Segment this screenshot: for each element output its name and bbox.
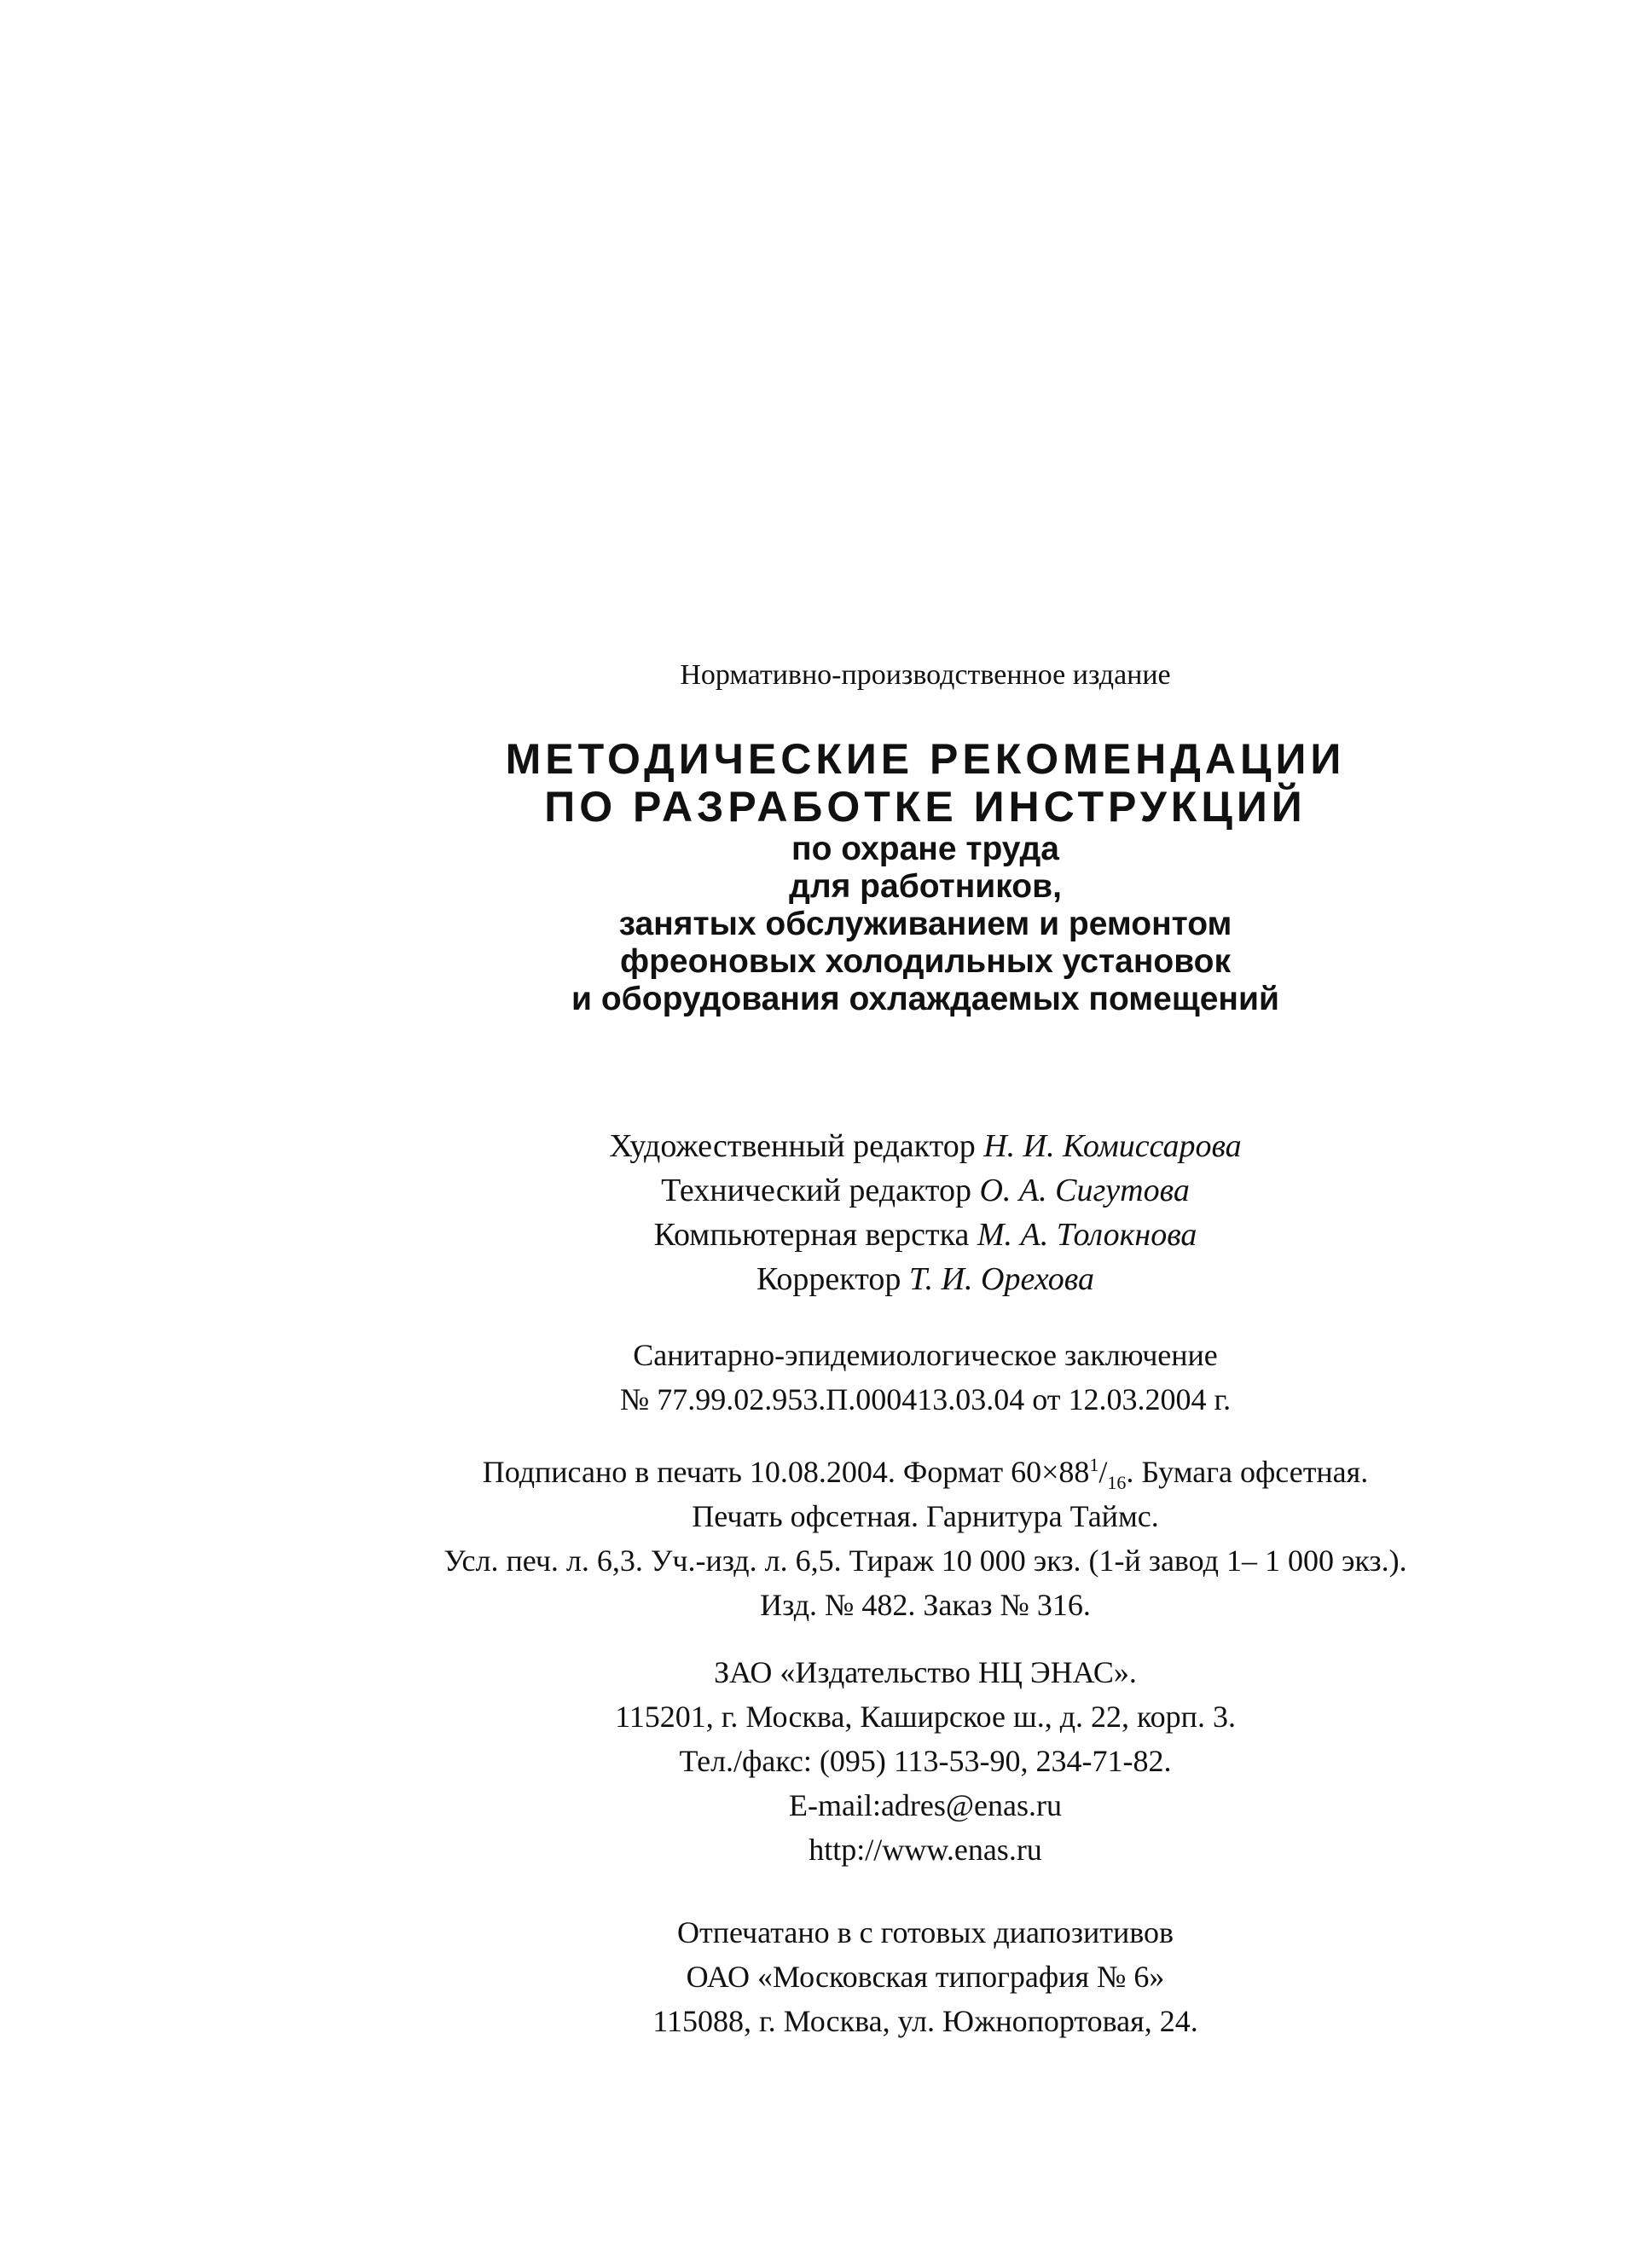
staff-line xyxy=(375,1168,1475,1213)
staff-line xyxy=(375,1213,1475,1257)
staff-role: Корректор xyxy=(756,1261,901,1297)
publisher-line: Тел./факс: (095) 113-53-90, 234-71-82. xyxy=(679,1744,1172,1778)
title-main-line: ПО РАЗРАБОТКЕ ИНСТРУКЦИЙ xyxy=(544,783,1307,831)
publisher-line: ЗАО «Издательство НЦ ЭНАС». xyxy=(714,1655,1137,1689)
staff-name: О. А. Сигутова xyxy=(979,1173,1190,1208)
title-sub-line: и оборудования охлаждаемых помещений xyxy=(571,981,1279,1017)
staff-credits xyxy=(375,1124,1475,1301)
printer-line: ОАО «Московская типография № 6» xyxy=(686,1960,1165,1994)
format-slash: / xyxy=(1098,1455,1108,1489)
staff-name: Т. И. Орехова xyxy=(908,1261,1095,1297)
print-info-line: Печать офсетная. Гарнитура Таймс. xyxy=(692,1499,1159,1533)
print-signed-line xyxy=(375,1450,1475,1494)
publisher-email: E-mail:adres@enas.ru xyxy=(788,1788,1063,1822)
format-subscript: 16 xyxy=(1107,1472,1127,1494)
title-main-line: МЕТОДИЧЕСКИЕ РЕКОМЕНДАЦИИ xyxy=(505,735,1346,783)
print-info xyxy=(375,1450,1475,1627)
publisher-line: 115201, г. Москва, Каширское ш., д. 22, корп. 3. xyxy=(615,1700,1236,1734)
staff-role: Технический редактор xyxy=(661,1173,971,1208)
staff-name: Н. И. Комиссарова xyxy=(983,1128,1242,1164)
publisher-website: http://www.enas.ru xyxy=(809,1833,1042,1867)
staff-name: М. А. Толокнова xyxy=(977,1217,1197,1253)
print-info-line: Усл. печ. л. 6,3. Уч.-изд. л. 6,5. Тираж 10 000 экз. (1-й завод 1– 1 000 экз.). xyxy=(443,1544,1407,1578)
title-sub-line: для работников, xyxy=(789,868,1062,905)
printer-info xyxy=(375,1910,1475,2043)
staff-role: Компьютерная верстка xyxy=(653,1217,970,1253)
format-superscript: 1 xyxy=(1089,1454,1099,1475)
sanitary-line: № 77.99.02.953.П.000413.03.04 от 12.03.2004 г. xyxy=(619,1382,1232,1416)
publisher-info xyxy=(375,1650,1475,1872)
staff-role: Художественный редактор xyxy=(609,1128,976,1164)
print-info-line: Изд. № 482. Заказ № 316. xyxy=(760,1588,1091,1622)
printer-line: 115088, г. Москва, ул. Южнопортовая, 24. xyxy=(652,2004,1198,2038)
sanitary-conclusion xyxy=(375,1333,1475,1422)
title-block xyxy=(375,735,1475,1018)
print-signed-suffix: . Бумага офсетная. xyxy=(1126,1455,1369,1489)
print-signed-prefix: Подписано в печать 10.08.2004. Формат 60×88 xyxy=(482,1455,1090,1489)
edition-type-text: Нормативно-производственное издание xyxy=(680,659,1171,691)
staff-line xyxy=(375,1124,1475,1168)
title-sub-line: фреоновых холодильных установок xyxy=(619,943,1232,980)
sanitary-line: Санитарно-эпидемиологическое заключение xyxy=(633,1338,1218,1372)
title-sub-line: по охране труда xyxy=(791,831,1059,867)
staff-line xyxy=(375,1257,1475,1301)
printer-line: Отпечатано в с готовых диапозитивов xyxy=(676,1915,1174,1949)
edition-type xyxy=(375,653,1475,698)
title-sub-line: занятых обслуживанием и ремонтом xyxy=(618,906,1232,942)
